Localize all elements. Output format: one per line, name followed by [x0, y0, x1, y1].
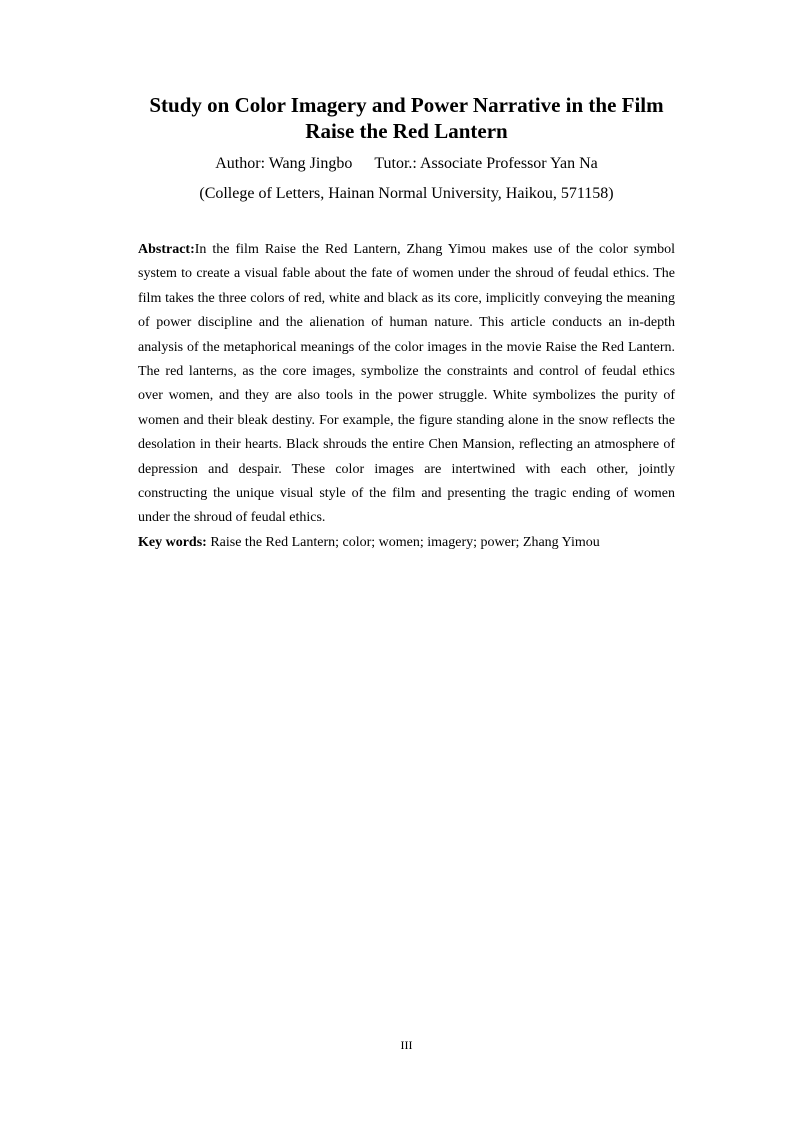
title-line-1: Study on Color Imagery and Power Narrative in the Film [149, 93, 664, 117]
byline [138, 152, 675, 176]
abstract-label: Abstract: [138, 242, 195, 257]
abstract-line: desolation in their hearts. Black shrouds the entire Chen Mansion, reflecting an atmosphere of [138, 437, 675, 453]
keywords-label: Key words: [138, 534, 207, 550]
abstract-line: depression and despair. These color images are intertwined with each other, jointly [138, 461, 675, 477]
affiliation: (College of Letters, Hainan Normal University, Haikou, 571158) [199, 185, 614, 202]
title-line-2: Raise the Red Lantern [305, 119, 508, 143]
abstract-line: women and their bleak destiny. For example, the figure standing alone in the snow reflects the [138, 412, 675, 428]
abstract-line: film takes the three colors of red, white and black as its core, implicitly conveying the meaning [138, 290, 675, 306]
tutor-text: Tutor.: Associate Professor Yan Na [374, 155, 598, 172]
abstract-line [138, 238, 675, 262]
author-text: Author: Wang Jingbo [215, 155, 353, 172]
abstract-line: system to create a visual fable about the fate of women under the shroud of feudal ethics. The [138, 266, 675, 282]
abstract-line: constructing the unique visual style of the film and presenting the tragic ending of women [138, 486, 675, 502]
keywords-line [138, 531, 675, 555]
keywords-text: Raise the Red Lantern; color; women; imagery; power; Zhang Yimou [206, 534, 600, 550]
abstract-line: analysis of the metaphorical meanings of the color images in the movie Raise the Red Lantern. [138, 339, 675, 355]
paper-title [138, 0, 675, 144]
abstract-line: under the shroud of feudal ethics. [138, 510, 326, 526]
content-area [138, 0, 675, 555]
page-number: III [400, 1038, 413, 1052]
abstract-line-text: In the film Raise the Red Lantern, Zhang Yimou makes use of the color symbol [194, 242, 675, 257]
abstract-line: The red lanterns, as the core images, symbolize the constraints and control of feudal ethics [138, 364, 675, 380]
abstract-paragraph [138, 238, 675, 531]
abstract-line: over women, and they are also tools in the power struggle. White symbolizes the purity of [138, 388, 675, 404]
abstract-line: of power discipline and the alienation of human nature. This article conducts an in-depth [138, 315, 675, 331]
